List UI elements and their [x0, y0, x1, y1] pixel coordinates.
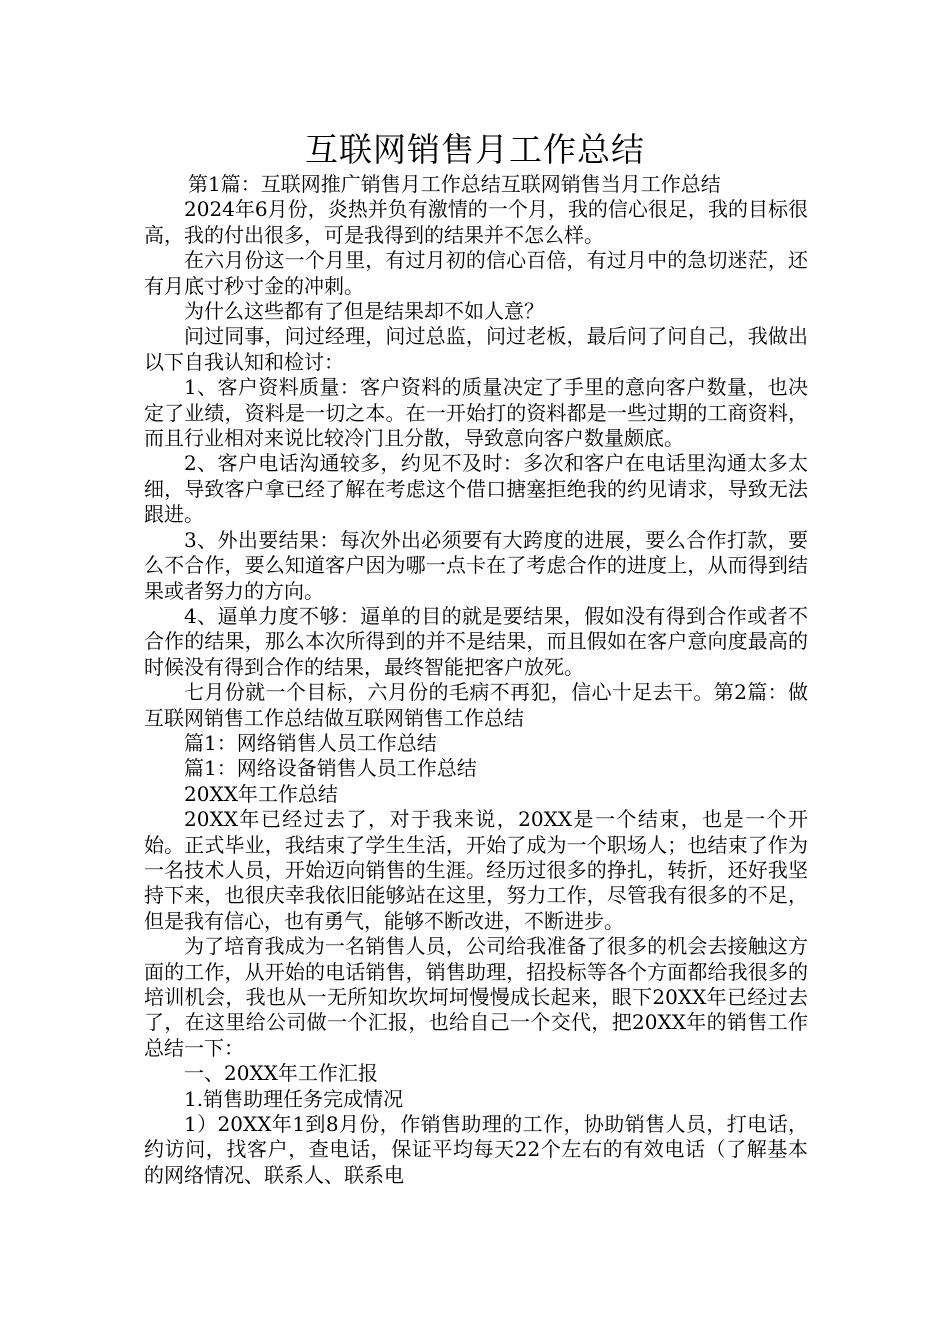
- paragraph: 问过同事，问过经理，问过总监，问过老板，最后问了问自己，我做出以下自我认知和检讨：: [144, 324, 808, 374]
- list-item: 2、客户电话沟通较多，约见不及时：多次和客户在电话里沟通太多太细，导致客户拿已经了解在考虑这个借口搪塞拒绝我的约见请求，导致无法跟进。: [144, 451, 808, 527]
- list-item: 3、外出要结果：每次外出必须要有大跨度的进展，要么合作打款，要么不合作，要么知道客户因为哪一点卡在了考虑合作的进度上，从而得到结果或者努力的方向。: [144, 527, 808, 603]
- paragraph: 七月份就一个目标，六月份的毛病不再犯，信心十足去干。第2篇：做互联网销售工作总结做互联网销售工作总结: [144, 680, 808, 730]
- list-item: 1、客户资料质量：客户资料的质量决定了手里的意向客户数量，也决定了业绩，资料是一切之本。在一开始打的资料都是一些过期的工商资料，而且行业相对来说比较冷门且分散，导致意向客户数量颇底。: [144, 375, 808, 451]
- paragraph: 2024年6月份，炎热并负有激情的一个月，我的信心很足，我的目标很高，我的付出很多，可是我得到的结果并不怎么样。: [144, 197, 808, 247]
- paragraph: 为了培育我成为一名销售人员，公司给我准备了很多的机会去接触这方面的工作，从开始的电话销售，销售助理，招投标等各个方面都给我很多的培训机会，我也从一无所知坎坎坷坷慢慢成长起来，眼下20XX年已经过去了，在这里给公司做一个汇报，也给自己一个交代，把20XX年的销售工作总结一下：: [144, 934, 808, 1060]
- document-title: 互联网销售月工作总结: [305, 130, 645, 169]
- document-body: [144, 172, 808, 1188]
- subheading: 20XX年工作总结: [184, 781, 338, 806]
- subheading: 篇1：网络销售人员工作总结: [184, 730, 437, 755]
- paragraph: 在六月份这一个月里，有过月初的信心百倍，有过月中的急切迷茫，还有月底寸秒寸金的冲刺。: [144, 248, 808, 298]
- subheading: 篇1：网络设备销售人员工作总结: [184, 756, 477, 781]
- list-item: 4、逼单力度不够：逼单的目的就是要结果，假如没有得到合作或者不合作的结果，那么本次所得到的并不是结果，而且假如在客户意向度最高的时候没有得到合作的结果，最终智能把客户放死。: [144, 603, 808, 679]
- section-heading-1: 第1篇：互联网推广销售月工作总结互联网销售当月工作总结: [188, 172, 721, 196]
- paragraph: 20XX年已经过去了，对于我来说，20XX是一个结束，也是一个开始。正式毕业，我结束了学生生活，开始了成为一个职场人；也结束了作为一名技术人员，开始迈向销售的生涯。经历过很多的挣扎，转折，还好我坚持下来，也很庆幸我依旧能够站在这里，努力工作，尽管我有很多的不足，但是我有信心，也有勇气，能够不断改进，不断进步。: [144, 807, 808, 933]
- subheading: 一、20XX年工作汇报: [184, 1061, 378, 1086]
- paragraph: 为什么这些都有了但是结果却不如人意？: [184, 299, 544, 324]
- paragraph: 1）20XX年1到8月份，作销售助理的工作，协助销售人员，打电话，约访问，找客户，查电话，保证平均每天22个左右的有效电话（了解基本的网络情况、联系人、联系电: [144, 1112, 808, 1187]
- subheading: 1.销售助理任务完成情况: [184, 1086, 404, 1111]
